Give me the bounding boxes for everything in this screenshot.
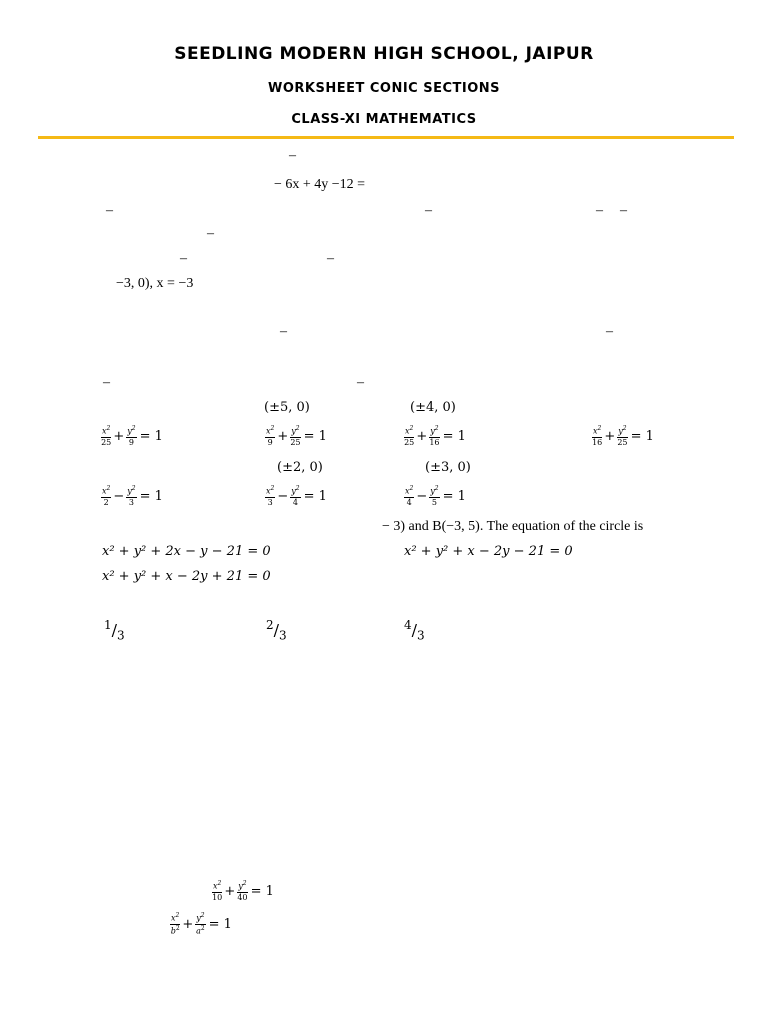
- dash-mark: –: [327, 251, 334, 266]
- circle-option-c: x² + y² + x − 2y + 21 = 0: [102, 569, 271, 584]
- dash-mark: –: [180, 251, 187, 266]
- hyperbola-option-b: $\frac{x^2}{3}$ − $\frac{y^2}{4}$ = 1: [266, 485, 327, 507]
- fraction-option: $^4/_3$: [404, 618, 425, 643]
- circle-option-a: x² + y² + 2x − y − 21 = 0: [102, 544, 271, 559]
- option-point: (±2, 0): [277, 460, 323, 475]
- class-subject: CLASS-XI MATHEMATICS: [291, 112, 477, 127]
- dash-mark: –: [289, 148, 296, 163]
- circle-option-b: x² + y² + x − 2y − 21 = 0: [404, 544, 573, 559]
- school-title: SEEDLING MODERN HIGH SCHOOL, JAIPUR: [174, 44, 594, 64]
- focus-directrix-fragment: −3, 0), x = −3: [116, 276, 194, 291]
- dash-mark: –: [106, 203, 113, 218]
- fraction-option: $^1/_3$: [104, 618, 125, 643]
- fraction-option: $^2/_3$: [266, 618, 287, 643]
- option-point: (±5, 0): [264, 400, 310, 415]
- ellipse-option-c: $\frac{x^2}{25}$ + $\frac{y^2}{16}$ = 1: [404, 425, 466, 447]
- header-divider: [38, 136, 734, 139]
- option-point: (±4, 0): [410, 400, 456, 415]
- dash-mark: –: [207, 226, 214, 241]
- hyperbola-option-a: $\frac{x^2}{2}$ − $\frac{y^2}{3}$ = 1: [102, 485, 163, 507]
- ellipse-option-a: $\frac{x^2}{25}$ + $\frac{y^2}{9}$ = 1: [101, 425, 163, 447]
- option-point: (±3, 0): [425, 460, 471, 475]
- dash-mark: –: [596, 203, 603, 218]
- ellipse-option-b: $\frac{x^2}{9}$ + $\frac{y^2}{25}$ = 1: [266, 425, 327, 447]
- circle-question-fragment: − 3) and B(−3, 5). The equation of the circle is: [382, 519, 644, 534]
- ellipse-standard-equation: $\frac{x^2}{b^2}$ + $\frac{y^2}{a^2}$ = 1: [170, 912, 232, 936]
- ellipse-equation: $\frac{x^2}{10}$ + $\frac{y^2}{40}$ = 1: [212, 880, 274, 902]
- hyperbola-option-c: $\frac{x^2}{4}$ − $\frac{y^2}{5}$ = 1: [405, 485, 466, 507]
- dash-mark: –: [620, 203, 627, 218]
- dash-mark: –: [357, 375, 364, 390]
- dash-mark: –: [280, 324, 287, 339]
- dash-mark: –: [103, 375, 110, 390]
- dash-mark: –: [425, 203, 432, 218]
- dash-mark: –: [606, 324, 613, 339]
- equation-fragment: − 6x + 4y −12 =: [274, 177, 366, 192]
- worksheet-title: WORKSHEET CONIC SECTIONS: [267, 81, 501, 96]
- ellipse-option-d: $\frac{x^2}{16}$ + $\frac{y^2}{25}$ = 1: [592, 425, 654, 447]
